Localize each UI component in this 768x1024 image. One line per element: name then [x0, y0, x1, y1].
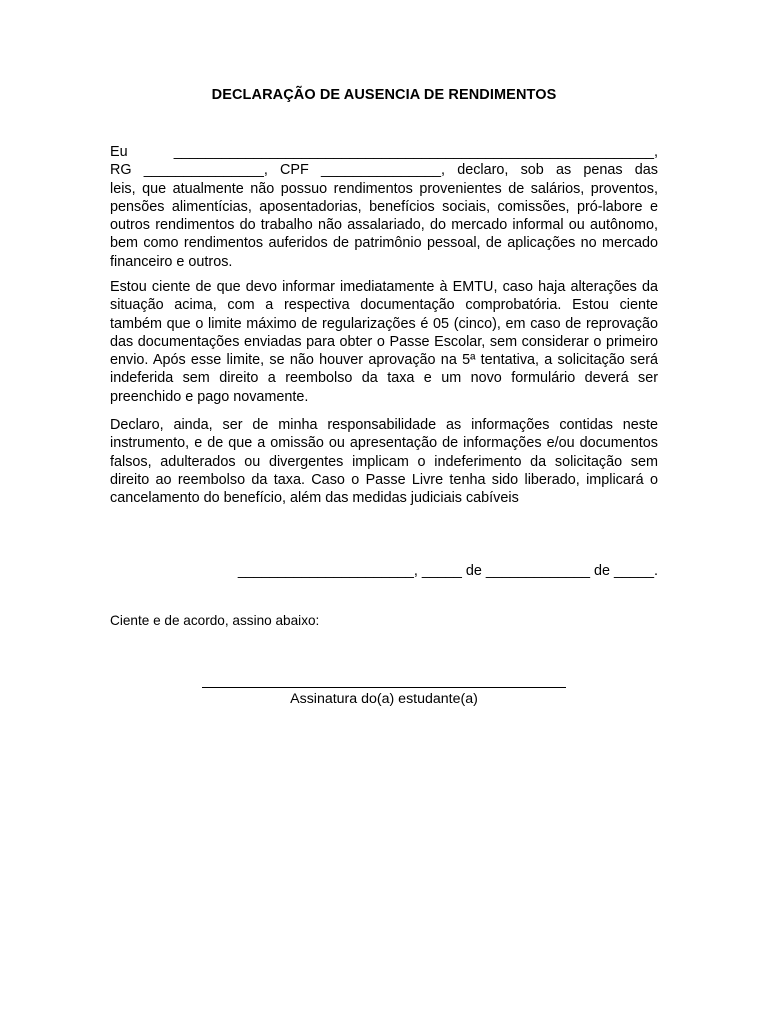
name-blank: ____________________________________________________________,: [173, 144, 658, 160]
awareness-paragraph: Estou ciente de que devo informar imediatamente à EMTU, caso haja alterações da situação acima, com a respectiva documentação comprobatória. Estou ciente também que o limite máximo de regularizações é 05 (cinco), em caso de reprovação das documentações enviadas para obter o Passe Escolar, sem considerar o primeiro envio. Após esse limite, se não houver aprovação na 5ª tentativa, a solicitação será indeferida sem direito a reembolso da taxa e um novo formulário deverá ser preenchido e pago novamente.: [110, 279, 658, 405]
signature-label: Assinatura do(a) estudante(a): [290, 691, 478, 707]
responsibility-paragraph: Declaro, ainda, ser de minha responsabilidade as informações contidas neste instrumento, e de que a omissão ou apresentação de informações e/ou documentos falsos, adulterados ou divergentes implicam o indeferimento da solicitação sem direito ao reembolso da taxa. Caso o Passe Livre tenha sido liberado, implicará o cancelamento do benefício, além das medidas judiciais cabíveis: [110, 417, 658, 507]
name-prefix: Eu: [110, 144, 128, 160]
place-date-line: ______________________, _____ de _____________ de _____.: [237, 563, 658, 579]
document-title: DECLARAÇÃO DE AUSENCIA DE RENDIMENTOS: [211, 87, 557, 103]
consent-text: Ciente e de acordo, assino abaixo:: [110, 613, 320, 628]
signature-line: [202, 687, 566, 688]
id-line: RG _______________, CPF _______________, declaro, sob as penas das: [110, 162, 658, 179]
declaration-paragraph: [110, 143, 658, 271]
declaration-text: leis, que atualmente não possuo rendimentos provenientes de salários, proventos, pensões alimentícias, aposentadorias, benefícios sociais, comissões, pró-labore e outros rendimentos do trabalho não assalariado, do mercado informal ou autônomo, bem como rendimentos auferidos de patrimônio pessoal, de aplicações no mercado financeiro e outros.: [110, 180, 658, 270]
name-line: [110, 143, 658, 161]
